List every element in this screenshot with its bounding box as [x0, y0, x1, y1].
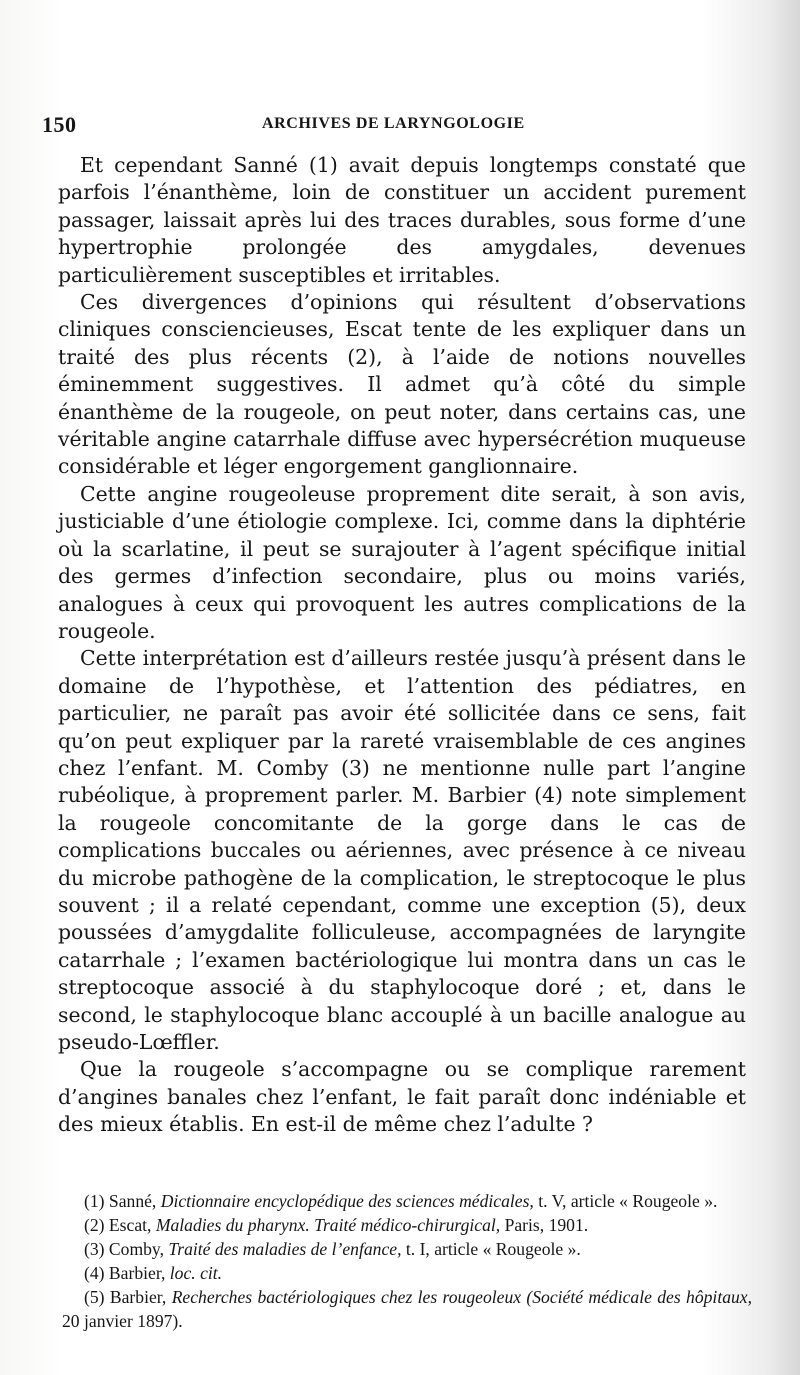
footnote: [62, 1237, 752, 1261]
footnote: [62, 1213, 752, 1237]
footnote-title: loc. cit.: [169, 1263, 223, 1283]
footnote-details: 20 janvier 1897).: [62, 1311, 183, 1331]
footnote: [62, 1285, 752, 1333]
footnote-marker: (2): [84, 1215, 105, 1235]
footnote-details: Paris, 1901.: [504, 1215, 589, 1235]
footnote-marker: (5): [84, 1287, 105, 1307]
paragraph: Et cependant Sanné (1) avait depuis longtemps constaté que parfois l’énanthème, loin de constituer un accident purement passager, laissait après lui des traces durables, sous forme d’une hypertrophie prolongée des amygdales, devenues particulièrement susceptibles et irritables.: [58, 153, 746, 287]
footnote-author: Comby,: [108, 1239, 164, 1259]
footnote-marker: (1): [84, 1191, 105, 1211]
paragraph: Cette angine rougeoleuse proprement dite serait, à son avis, justiciable d’une étiologie complexe. Ici, comme dans la diphtérie où la scarlatine, il peut se surajouter à l’agent spécifique initial des germes d’infection secondaire, plus ou moins variés, analogues à ceux qui provoquent les autres complications de la rougeole.: [58, 481, 746, 643]
running-head: [42, 112, 742, 142]
footnotes: [62, 1189, 752, 1333]
running-title: ARCHIVES DE LARYNGOLOGIE: [262, 115, 525, 132]
footnote-title: Maladies du pharynx. Traité médico-chirurgical,: [155, 1215, 501, 1235]
footnote-title: Dictionnaire encyclopédique des sciences médicales,: [160, 1191, 534, 1211]
paragraph: Que la rougeole s’accompagne ou se complique rarement d’angines banales chez l’enfant, le fait paraît donc indéniable et des mieux établis. En est-il de même chez l’adulte ?: [58, 1057, 746, 1137]
paragraph: Cette interprétation est d’ailleurs restée jusqu’à présent dans le domaine de l’hypothèse, et l’attention des pédiatres, en particulier, ne paraît pas avoir été sollicitée dans ce sens, fait qu’on peut expliquer par la rareté vraisemblable de ces angines chez l’enfant. M. Comby (3) ne mentionne nulle part l’angine rubéolique, à proprement parler. M. Barbier (4) note simplement la rougeole concomitante de la gorge dans le cas de complications buccales ou aériennes, avec présence à ce niveau du microbe pathogène de la complication, le streptocoque le plus souvent ; il a relaté cependant, comme une exception (5), deux poussées d’amygdalite folliculeuse, accompagnées de laryngite catarrhale ; l’examen bactériologique lui montra dans un cas le streptocoque associé à du staphylocoque doré ; et, dans le second, le staphylocoque blanc accouplé à un bacille analogue au pseudo-Lœffler.: [58, 646, 746, 1054]
footnote-title: Recherches bactériologiques chez les rougeoleux (Société médicale des hôpitaux,: [171, 1287, 753, 1307]
footnote-title: Traité des maladies de l’enfance,: [168, 1239, 402, 1259]
footnote-author: Barbier,: [108, 1263, 166, 1283]
footnote-details: t. V, article « Rougeole ».: [538, 1191, 718, 1211]
body-text: [58, 152, 746, 1139]
footnote-author: Barbier,: [109, 1287, 167, 1307]
footnote-author: Escat,: [108, 1215, 152, 1235]
footnote: [62, 1261, 752, 1285]
footnote-author: Sanné,: [108, 1191, 157, 1211]
page-number: 150: [42, 112, 77, 137]
footnote-marker: (4): [84, 1263, 105, 1283]
footnote: [62, 1189, 752, 1213]
paragraph: Ces divergences d’opinions qui résultent d’observations cliniques consciencieuses, Escat tente de les expliquer dans un traité des plus récents (2), à l’aide de notions nouvelles éminemment suggestives. Il admet qu’à côté du simple énanthème de la rougeole, on peut noter, dans certains cas, une véritable angine catarrhale diffuse avec hypersécrétion muqueuse considérable et léger engorgement ganglionnaire.: [58, 290, 746, 479]
footnote-marker: (3): [84, 1239, 105, 1259]
footnote-details: t. I, article « Rougeole ».: [405, 1239, 581, 1259]
